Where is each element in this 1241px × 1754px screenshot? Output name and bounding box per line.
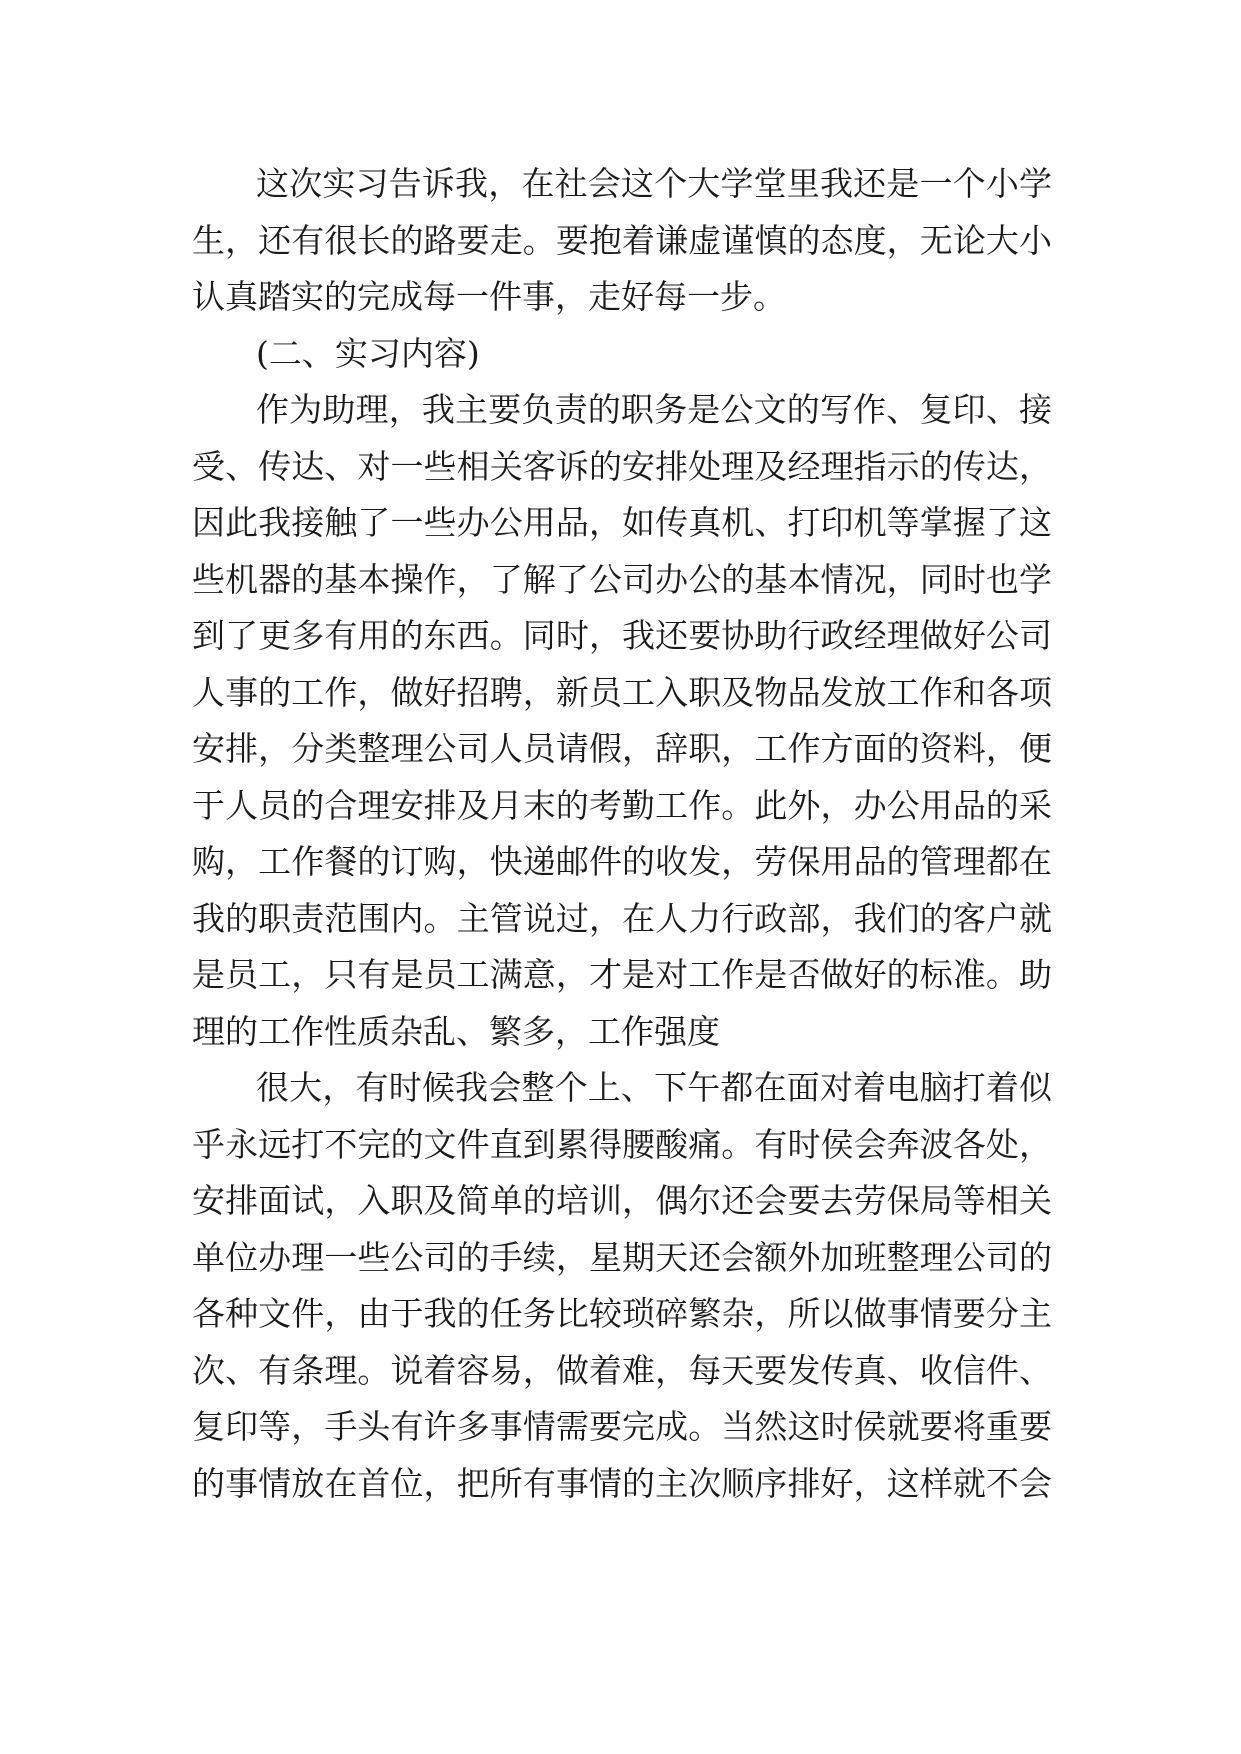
document-body bbox=[192, 156, 1052, 1512]
text-line: 于人员的合理安排及月末的考勤工作。此外，办公用品的采 bbox=[192, 785, 1052, 825]
text-line: 些机器的基本操作，了解了公司办公的基本情况，同时也学 bbox=[192, 559, 1052, 599]
text-line: 购，工作餐的订购，快递邮件的收发，劳保用品的管理都在 bbox=[192, 842, 1052, 881]
text-line: 我的职责范围内。主管说过，在人力行政部，我们的客户就 bbox=[192, 898, 1052, 938]
text-line: 的事情放在首位，把所有事情的主次顺序排好，这样就不会 bbox=[192, 1463, 1052, 1503]
text-line: 到了更多有用的东西。同时，我还要协助行政经理做好公司 bbox=[192, 616, 1052, 655]
section-heading-text: (二、实习内容) bbox=[256, 333, 480, 373]
text-line: 理的工作性质杂乱、繁多，工作强度 bbox=[192, 1011, 720, 1051]
text-line: 安排面试，入职及简单的培训，偶尔还会要去劳保局等相关 bbox=[192, 1181, 1052, 1220]
text-line: 复印等，手头有许多事情需要完成。当然这时侯就要将重要 bbox=[192, 1407, 1052, 1446]
text-line: 受、传达、对一些相关客诉的安排处理及经理指示的传达， bbox=[192, 446, 1052, 486]
text-line: 是员工，只有是员工满意，才是对工作是否做好的标准。助 bbox=[192, 955, 1052, 994]
text-line: 很大，有时候我会整个上、下午都在面对着电脑打着似 bbox=[256, 1068, 1052, 1107]
paragraph-1 bbox=[192, 156, 1052, 326]
text-line: 生，还有很长的路要走。要抱着谦虚谨慎的态度，无论大小 bbox=[192, 220, 1052, 260]
text-line: 各种文件，由于我的任务比较琐碎繁杂，所以做事情要分主 bbox=[192, 1294, 1052, 1333]
text-line: 人事的工作，做好招聘，新员工入职及物品发放工作和各项 bbox=[192, 672, 1052, 712]
text-line: 单位办理一些公司的手续，星期天还会额外加班整理公司的 bbox=[192, 1237, 1052, 1277]
text-line: 乎永远打不完的文件直到累得腰酸痛。有时侯会奔波各处， bbox=[192, 1124, 1052, 1164]
text-line: 作为助理，我主要负责的职务是公文的写作、复印、接 bbox=[256, 390, 1052, 429]
text-line: 安排，分类整理公司人员请假，辞职，工作方面的资料，便 bbox=[192, 729, 1052, 768]
text-line: 这次实习告诉我，在社会这个大学堂里我还是一个小学 bbox=[256, 164, 1052, 203]
text-line: 认真踏实的完成每一件事，走好每一步。 bbox=[192, 277, 786, 316]
text-line: 因此我接触了一些办公用品，如传真机、打印机等掌握了这 bbox=[192, 503, 1052, 542]
paragraph-2 bbox=[192, 382, 1052, 1060]
section-heading bbox=[192, 326, 1052, 383]
paragraph-3 bbox=[192, 1060, 1052, 1512]
text-line: 次、有条理。说着容易，做着难，每天要发传真、收信件、 bbox=[192, 1350, 1052, 1390]
